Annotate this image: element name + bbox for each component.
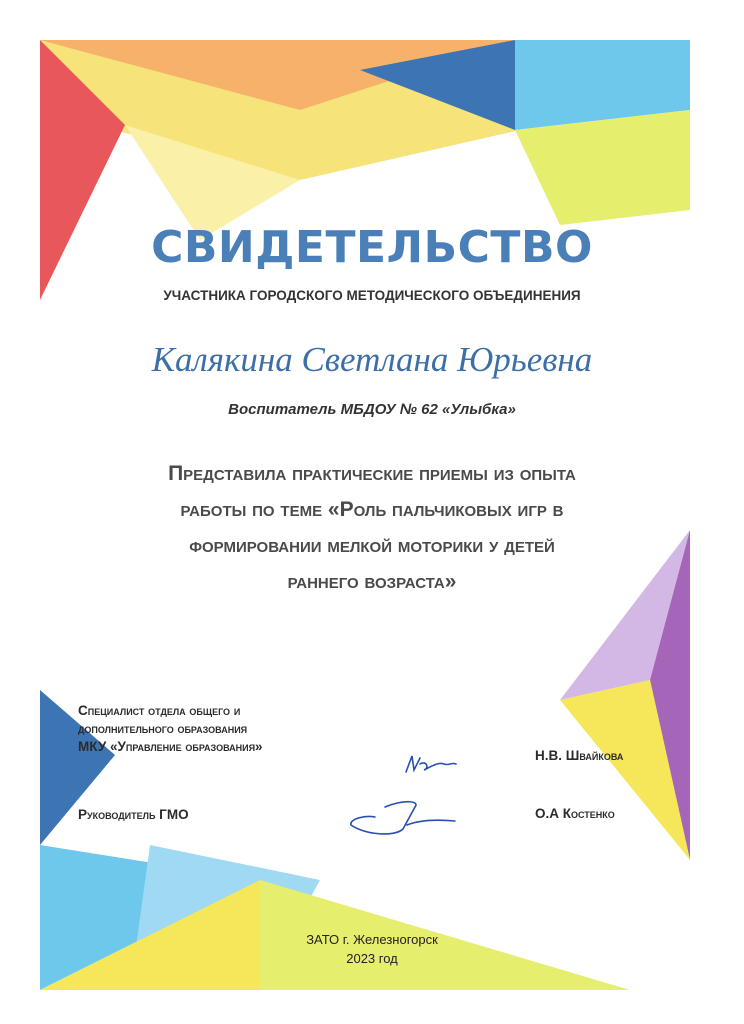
role-line: МКУ «Управление образования» (78, 739, 263, 754)
body-line: работы по теме «Роль пальчиковых игр в (180, 498, 564, 521)
footer (0, 930, 744, 968)
footer-year: 2023 год (346, 951, 398, 966)
signature-1-mark (400, 752, 460, 780)
signature-2-mark (345, 795, 460, 840)
recipient-name: Калякина Светлана Юрьевна (151, 340, 593, 379)
signatory-2-role (78, 806, 189, 824)
signatory-2-name: О.А Костенко (535, 806, 615, 821)
body-line: Представила практические приемы из опыта (168, 462, 576, 485)
role-line: Руководитель ГМО (78, 807, 189, 822)
body-line: раннего возраста» (287, 570, 457, 593)
certificate-subtitle: УЧАСТНИКА ГОРОДСКОГО МЕТОДИЧЕСКОГО ОБЪЕДИНЕНИЯ (163, 288, 581, 303)
role-line: дополнительного образования (78, 721, 248, 736)
role-line: Специалист отдела общего и (78, 703, 241, 718)
signatory-1-role (78, 702, 263, 756)
certificate-body (85, 456, 659, 600)
certificate-title: СВИДЕТЕЛЬСТВО (151, 222, 593, 273)
footer-place: ЗАТО г. Железногорск (306, 932, 438, 947)
signatory-1-name: Н.В. Швайкова (535, 748, 624, 763)
top-lime-shape (515, 110, 690, 225)
recipient-position: Воспитатель МБДОУ № 62 «Улыбка» (228, 401, 516, 418)
body-line: формировании мелкой моторики у детей (189, 534, 555, 557)
